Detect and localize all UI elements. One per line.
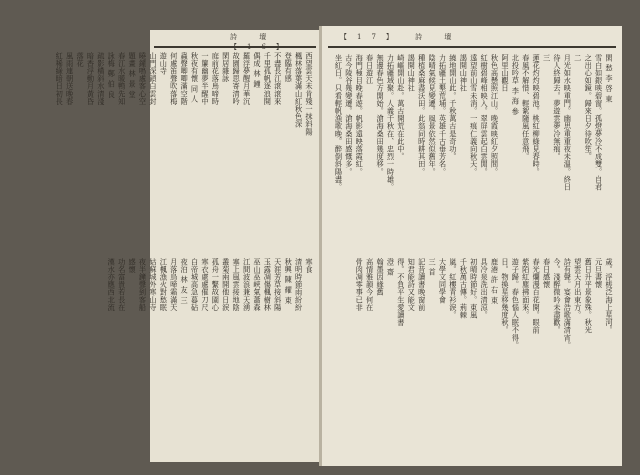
text-column: 種植桑麻盡沃田。此翁同時耕其田。	[417, 54, 427, 176]
text-column: 元旦書懷	[594, 258, 604, 289]
text-column: 疏影橫斜水清淺	[96, 52, 106, 106]
text-column: 春光爛漫百花開。眼前	[532, 258, 542, 334]
text-column: 夜泊 林 友 三	[180, 258, 190, 305]
text-column: 無邊春色方開始。滄海桑田幾度移。	[376, 54, 386, 176]
text-column: 一簾幽夢半醒中	[200, 52, 210, 106]
text-column: 江楓漁火對愁眠	[159, 258, 169, 312]
text-column: 北投吟草 李 海 參	[511, 54, 521, 116]
text-column: 感懷	[128, 258, 138, 274]
text-column: 海門極目晚春遊。帆影遠映落霞紅。	[355, 54, 365, 176]
text-column: 遠望前山雪未消。一痕仁義向秋天。	[469, 54, 479, 176]
text-column: 雪白如銀映碧窗。孤燈夢冷不成雙。自君	[594, 54, 604, 191]
text-column: 天涯芳草接斜陽	[273, 258, 283, 312]
text-column: 偶成 林 鐘	[252, 52, 262, 88]
left-lower-text	[107, 258, 314, 453]
text-column: 力拓疆域聚。人義千秋在、忠烈一時雄。	[386, 54, 396, 191]
text-column: 詩有聲。宴會浩歌滿清宵。	[563, 258, 573, 350]
text-column: 題畫 林 景 堂	[128, 52, 138, 99]
text-column: 何處笛聲吹落梅	[169, 52, 179, 106]
text-column: 暗香浮動月黃昏	[86, 52, 96, 106]
text-column: 千秋萬古傳。荊棘	[459, 258, 469, 319]
text-column: 閑居雜詠	[221, 52, 231, 83]
text-column: 寒衣處處催刀尺	[200, 258, 210, 312]
text-column: 紫陌紅塵拂面來。	[521, 258, 531, 319]
right-header-rule	[328, 46, 616, 48]
text-column: 清明時節雨紛紛	[294, 258, 304, 312]
text-column: 今。淺醉微吟未盡歡。	[552, 258, 562, 334]
left-header-rule	[154, 46, 316, 48]
text-column: 崎嶇開山赴。萬古開荒在此中。	[396, 54, 406, 161]
text-column: 三	[542, 54, 552, 62]
text-column: 楓林落葉滿山紅秋色深	[294, 52, 304, 128]
left-page-header: 詩 壇	[230, 33, 277, 41]
text-column: 千里孤帆逐浪開	[263, 52, 273, 106]
text-column: 功名富貴若長在	[117, 258, 127, 312]
text-column: 羅浮夢醒月華沉	[242, 52, 252, 106]
text-column: 謁開山神社	[459, 54, 469, 92]
text-column: 歲。浮槎泛海上星河。	[605, 258, 614, 334]
text-column: 漢水亦應西北流	[107, 258, 117, 312]
text-column: 塞上風雲接地陰	[232, 258, 242, 312]
right-upper-text	[332, 54, 614, 244]
text-column: 高情雅韻今何在	[365, 258, 375, 312]
text-column: 三 首	[428, 258, 438, 276]
text-column: 故園歸思寄清吟	[232, 52, 242, 106]
text-column: 山門深鎖白雲封	[148, 52, 158, 106]
text-column: 翰墨因緣舊	[376, 258, 386, 296]
text-column: 之出心如鏡。歸來日夕待吹笙。	[584, 54, 594, 161]
text-column: 大學文同學會	[438, 258, 448, 304]
right-page	[322, 26, 622, 466]
text-column: 落花	[76, 52, 86, 68]
left-upper-text	[55, 52, 314, 247]
text-column: 西望雲天未肯殘一抹斜陽	[305, 52, 314, 136]
text-column: 登臨有感	[284, 52, 294, 83]
text-column: 二	[573, 54, 583, 62]
text-column: 春風不解惜、輕絮隨風任意飛。	[521, 54, 531, 161]
text-column: 曉鐘鳴處客心空	[138, 52, 148, 106]
text-column: 記昔讀書晚窗前	[417, 258, 427, 312]
text-column: 骨肉凋零事已非	[355, 258, 365, 312]
text-column: 叢菊兩開他日淚	[221, 258, 231, 312]
text-column: 蓮花灼灼映碧池。桃紅柳綠見春時。	[532, 54, 542, 176]
left-page	[55, 30, 320, 462]
text-column: 澄 齋	[386, 258, 396, 276]
text-column: 姑蘇城外寒山寺	[148, 258, 158, 312]
text-column: 寒食	[305, 258, 314, 274]
text-column: 秋興 陳 耀 東	[284, 258, 294, 305]
text-column: 日。物換星移幾度秋。	[500, 258, 510, 334]
text-column: 得。不負平生愛讀書	[396, 258, 406, 327]
text-column: 秋夜有懷 同 人	[190, 52, 200, 103]
text-column: 遊山寺	[159, 52, 169, 75]
text-column: 庭前花落鳥啼時	[211, 52, 221, 106]
text-column: 風雨連朝送晚春	[65, 52, 75, 106]
text-column: 春日感懷	[542, 258, 552, 289]
text-column: 孤舟一繫故園心	[211, 258, 221, 312]
text-column: 玉露凋傷楓樹林	[263, 258, 273, 312]
text-column: 夜半鐘聲到客船	[138, 258, 148, 312]
text-column: 江間波浪兼天湧	[242, 258, 252, 312]
text-column: 初晴時節好。東風	[469, 258, 479, 319]
text-column: 鹿港 許 右 東	[490, 258, 500, 305]
text-column: 舊日升平景象殊。秋光	[584, 258, 594, 334]
text-column: 巫山巫峽氣蕭森	[252, 258, 262, 312]
text-column: 不盡長江滾滾來	[273, 52, 283, 106]
text-column: 陰晴氣候見變遷。風景依然似舊年。	[428, 54, 438, 176]
text-column: 阿里山觀日	[500, 54, 510, 92]
text-column: 力拓疆土墾荒埔。英雄千古垂芳名。	[438, 54, 448, 176]
text-column: 遊子歸。春色惱人眠不得。	[511, 258, 521, 350]
text-column: 古今陵谷幾變遷。滄海桑田感慨多。	[344, 54, 354, 176]
text-column: 謁開山神社	[407, 54, 417, 92]
text-column: 春日遊江	[365, 54, 375, 85]
text-column: 閑 愁 李 啓 東	[605, 54, 614, 103]
text-column: 月光如水映重門。幽思重重夜未溫。終日	[563, 54, 573, 191]
text-column: 具冷泉洗出清涼。	[480, 258, 490, 319]
text-column: 春江水暖鴨先知	[117, 52, 127, 106]
text-column: 月落烏啼霜滿天	[169, 258, 179, 312]
text-column: 知君能詩又能文	[407, 258, 417, 312]
right-page-header: 【17】 詩 壇	[340, 33, 462, 41]
text-column: 嵐。紅樓青衫淚。	[448, 258, 458, 319]
text-column: 坐紅日。只看輕帆漁歌晚。醉倒斜陽盡。	[334, 54, 344, 191]
text-column: 白帝城高急暮砧	[190, 258, 200, 312]
text-column: 紅樹碧峰相映入。翠屏雲起白雲閒。	[480, 54, 490, 176]
text-column: 望雲天月出東方。	[573, 258, 583, 319]
text-column: 紅稀綠暗日初長	[55, 52, 65, 106]
text-column: 秋色高懸照江山。晚霞映紅夕照間。	[490, 54, 500, 176]
text-column: 繞地開山此。千秋萬古是奇功。	[448, 54, 458, 161]
right-lower-text	[332, 258, 614, 458]
text-column: 詠梅 鄭 伯 良	[107, 52, 117, 99]
text-column: 蟲聲唧唧滿空階	[180, 52, 190, 106]
text-column: 待人終歸去。夢遊雲夢冷無痕。	[552, 54, 562, 161]
